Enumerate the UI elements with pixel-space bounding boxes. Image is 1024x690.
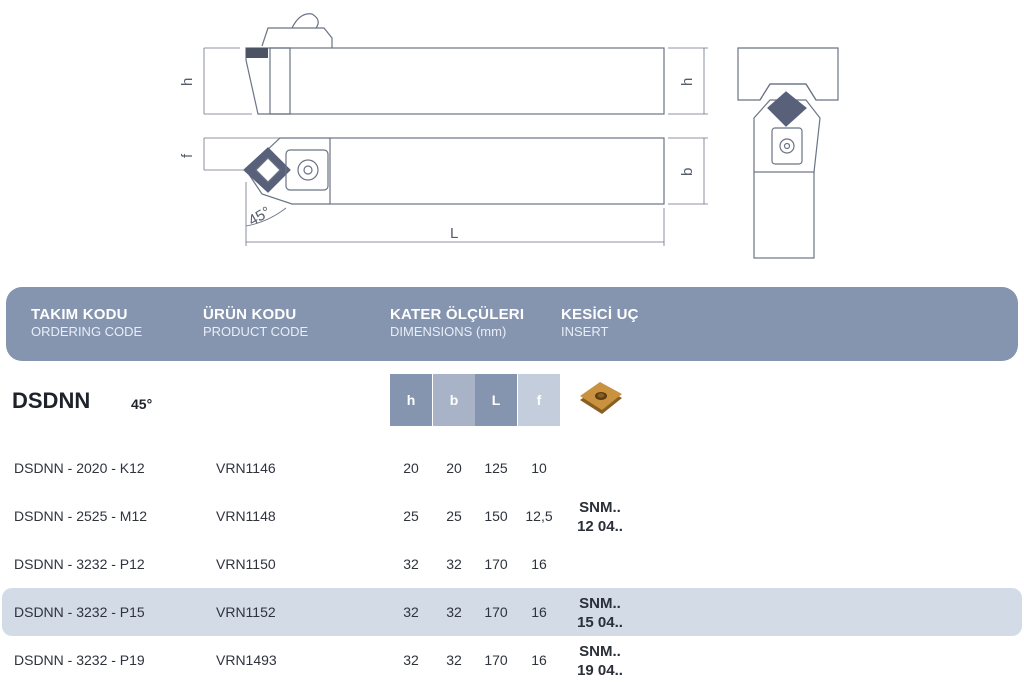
ordering-code: DSDNN - 2020 - K12: [14, 460, 145, 476]
dim-b: 32: [446, 556, 462, 572]
dim-L: 150: [484, 508, 508, 524]
ordering-code: DSDNN - 3232 - P12: [14, 556, 145, 572]
dim-b: 32: [446, 652, 462, 668]
table-row: [2, 588, 1022, 636]
dim-h: 25: [403, 508, 419, 524]
insert-code-line2: 15 04..: [577, 614, 623, 631]
table-header: [6, 287, 1018, 361]
table-row: [0, 492, 1024, 540]
table-row: [0, 540, 1024, 588]
product-code: VRN1150: [216, 556, 276, 572]
header-dimensions-en: DIMENSIONS (mm): [390, 324, 507, 339]
ordering-code: DSDNN - 2525 - M12: [14, 508, 148, 524]
L-label: L: [450, 225, 459, 242]
dim-b: 20: [446, 460, 462, 476]
header-insert: [561, 306, 639, 339]
dim-header-f: f: [518, 374, 560, 426]
insert-code: [548, 594, 652, 632]
dim-b: 25: [446, 508, 462, 524]
dim-header-L: L: [475, 374, 517, 426]
dim-f: 16: [531, 604, 547, 620]
dim-header-b: b: [433, 374, 475, 426]
header-dimensions: [390, 306, 524, 339]
insert-code-line2: 12 04..: [577, 518, 623, 535]
dim-L: 170: [484, 604, 508, 620]
dim-L: 170: [484, 556, 508, 572]
dim-h: 32: [403, 556, 419, 572]
product-code: VRN1493: [216, 652, 277, 668]
series-angle: 45°: [131, 396, 153, 412]
dim-h: 32: [403, 652, 419, 668]
dim-b: 32: [446, 604, 462, 620]
dim-L: 170: [484, 652, 508, 668]
header-insert-tr: KESİCİ UÇ: [561, 306, 639, 323]
header-ordering-code: [31, 306, 142, 339]
h-label-right: h: [679, 77, 696, 86]
end-view: [738, 48, 838, 258]
side-view: [204, 14, 708, 114]
angle-label: 45°: [245, 203, 274, 230]
insert-code-line1: SNM..: [579, 643, 621, 660]
insert-code-line2: 19 04..: [577, 662, 623, 679]
dim-f: 10: [531, 460, 547, 476]
dim-f: 12,5: [525, 508, 553, 524]
header-dimensions-tr: KATER ÖLÇÜLERI: [390, 306, 525, 323]
product-code: VRN1148: [216, 508, 276, 524]
h-label-side: h: [179, 77, 196, 86]
ordering-code: DSDNN - 3232 - P15: [14, 604, 145, 620]
series-name: DSDNN: [12, 388, 91, 413]
dim-h: 20: [403, 460, 419, 476]
technical-drawing: [0, 0, 1024, 270]
insert-code: [548, 498, 652, 536]
product-code: VRN1146: [216, 460, 276, 476]
table-row: [0, 444, 1024, 492]
insert-code-line1: SNM..: [579, 595, 621, 612]
header-insert-en: INSERT: [561, 324, 609, 339]
header-ordering-code-en: ORDERING CODE: [31, 324, 143, 339]
header-product-code: [203, 306, 308, 339]
dim-h: 32: [403, 604, 419, 620]
dim-header-h: h: [390, 374, 432, 426]
product-code: VRN1152: [216, 604, 276, 620]
f-label: f: [179, 153, 196, 158]
header-ordering-code-tr: TAKIM KODU: [31, 306, 128, 323]
insert-code-line1: SNM..: [579, 499, 621, 516]
header-product-code-tr: ÜRÜN KODU: [203, 306, 297, 323]
table-row: [0, 636, 1024, 684]
b-label: b: [679, 167, 696, 176]
header-product-code-en: PRODUCT CODE: [203, 324, 309, 339]
dim-f: 16: [531, 652, 547, 668]
dim-L: 125: [484, 460, 508, 476]
ordering-code: DSDNN - 3232 - P19: [14, 652, 145, 668]
dim-f: 16: [531, 556, 547, 572]
insert-icon: [576, 380, 626, 422]
insert-code: [548, 642, 652, 680]
